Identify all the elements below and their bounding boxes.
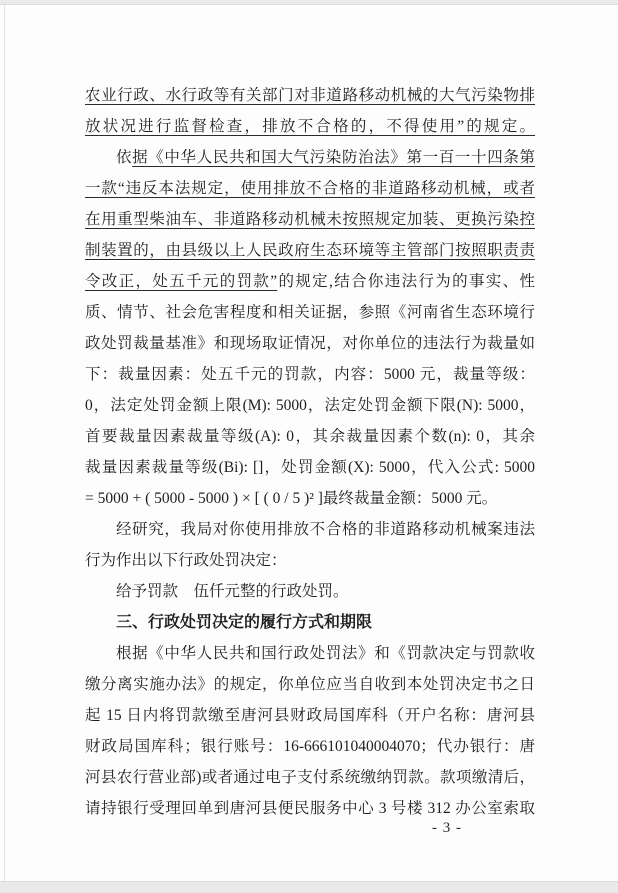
text-segment: 在用重型柴油车、非道路移动机械未按照规定加装、更换污染控 [85,211,535,228]
text-line [85,328,535,359]
text-line [85,483,535,514]
text-segment: 农业行政、水行政等有关部门对非道路移动机械的大气污染物排 [85,87,535,104]
text-segment: 质、情节、社会危害程度和相关证据，参照《河南省生态环境行 [85,304,535,321]
scan-edge-left [4,5,5,881]
text-segment: 行为作出以下行政处罚决定： [85,552,287,569]
text-segment: 河县农行营业部)或者通过电子支付系统缴纳罚款。款项缴清后， [85,769,535,786]
text-line [85,80,535,111]
text-segment: 裁量因素裁量等级(Bi): []，处罚金额(X): 5000，代入公式: 5000 [85,459,535,476]
text-line [85,204,535,235]
scan-edge-top [0,0,618,5]
scan-edge-bottom [0,881,618,893]
text-line [85,669,535,700]
text-line [85,235,535,266]
text-line [85,359,535,390]
text-segment: 制装置的，由县级以上人民政府生态环境等主管部门按照职责责 [85,242,535,259]
text-line [85,297,535,328]
text-line [85,266,535,297]
text-line [85,762,535,793]
text-segment: 经研究，我局对你使用排放不合格的非道路移动机械案违法 [116,521,535,538]
text-segment: 三、行政处罚决定的履行方式和期限 [116,614,373,631]
text-segment: 依 [116,149,133,166]
text-line [85,545,535,576]
text-line [85,111,535,142]
text-line [85,452,535,483]
text-segment: 缴分离实施办法》的规定，你单位应当自收到本处罚决定书之日 [85,676,535,693]
text-line [85,576,535,607]
text-segment: = 5000 + ( 5000 - 5000 ) × [ ( 0 / 5 )² ]最终裁量金额：5000 元。 [85,490,498,507]
text-segment: 下：裁量因素：处五千元的罚款，内容：5000 元，裁量等级： [85,366,535,383]
text-line [85,142,535,173]
page-number: - 3 - [432,820,462,836]
text-segment: 一款“违反本法规定，使用排放不合格的非道路移动机械，或者 [85,180,535,197]
text-segment: 放状况进行监督检查，排放不合格的，不得使用”的规定。 [85,118,535,135]
document-body [85,80,535,824]
text-segment: 首要裁量因素裁量等级(A): 0，其余裁量因素个数(n): 0，其余 [85,428,535,445]
text-line [85,700,535,731]
text-line [85,390,535,421]
text-line [85,638,535,669]
text-segment: 财政局国库科；银行账号：16-666101040004070；代办银行：唐 [85,738,535,755]
text-segment: 0，法定处罚金额上限(M): 5000，法定处罚金额下限(N): 5000， [85,397,535,414]
text-line [85,421,535,452]
section-heading [85,607,535,638]
text-line [85,173,535,204]
text-line [85,731,535,762]
text-segment: 的规定,结合你违法行为的事实、性 [277,273,535,290]
text-segment: 给予罚款 伍仟元整的行政处罚。 [116,583,349,600]
text-segment: 据《中华人民共和国大气污染防治法》第一百一十四条第 [132,149,535,166]
text-segment: 政处罚裁量基准》和现场取证情况，对你单位的违法行为裁量如 [85,335,535,352]
text-segment: 根据《中华人民共和国行政处罚法》和《罚款决定与罚款收 [116,645,535,662]
text-line [85,514,535,545]
text-segment: 起 15 日内将罚款缴至唐河县财政局国库科（开户名称：唐河县 [85,707,535,724]
text-segment: 请持银行受理回单到唐河县便民服务中心 3 号楼 312 办公室索取 [85,800,535,817]
text-segment: 令改正，处五千元的罚款” [85,273,278,290]
